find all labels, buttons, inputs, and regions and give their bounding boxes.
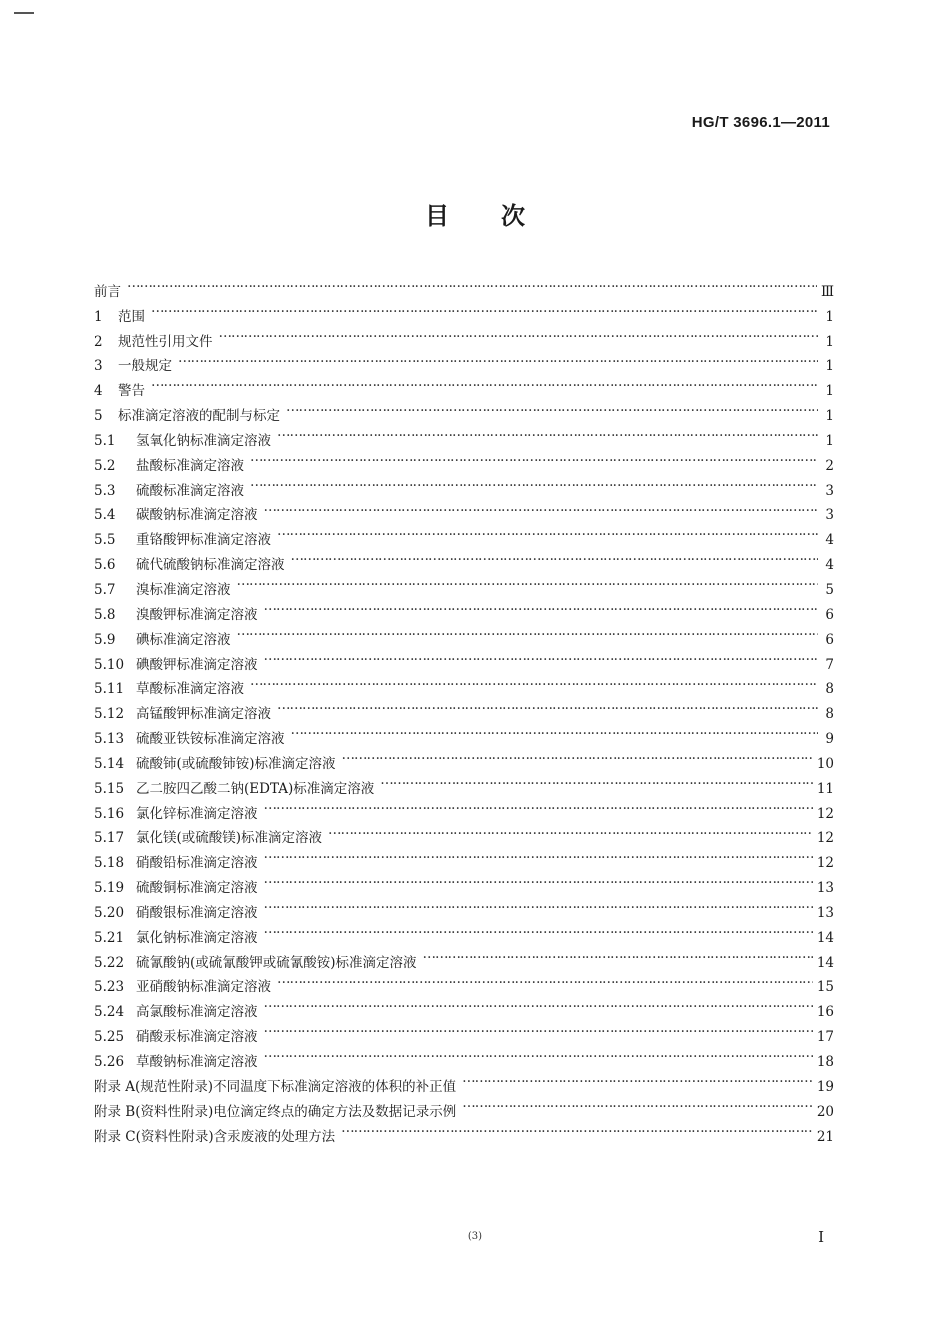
toc-entry-number: 5.26: [94, 1054, 125, 1070]
toc-entry-number: 3: [94, 358, 103, 375]
toc-entry-number: 5.15: [94, 780, 125, 797]
toc-leader-dots: [264, 594, 819, 619]
toc-entry-title: 一般规定: [118, 358, 172, 375]
toc-entry-title: 盐酸标准滴定溶液: [136, 457, 244, 474]
toc-leader-dots: [264, 917, 813, 942]
toc-entry-number: 5.10: [94, 656, 125, 673]
toc-entry: [94, 395, 834, 425]
toc-entry-number: 2: [94, 333, 103, 350]
toc-entry-number: 5.12: [94, 706, 125, 723]
toc-leader-dots: [237, 619, 819, 644]
toc-entry-title: 乙二胺四乙酸二钠(EDTA)标准滴定溶液: [136, 780, 375, 797]
toc-entry-title: 亚硝酸钠标准滴定溶液: [136, 979, 271, 996]
toc-entry-number: 1: [94, 308, 103, 325]
toc-entry-page: 12: [816, 855, 834, 872]
toc-entry-title: 附录 B(资料性附录)电位滴定终点的确定方法及数据记录示例: [94, 1103, 457, 1120]
toc-entry-number: 5.24: [94, 1004, 125, 1021]
toc-leader-dots: [264, 644, 819, 669]
toc-entry-page: 6: [825, 606, 834, 623]
toc-entry-page: 4: [825, 557, 834, 574]
toc-entry-page: 8: [825, 706, 834, 723]
toc-entry-page: 21: [816, 1128, 834, 1145]
corner-mark: [14, 12, 34, 14]
toc-entry-title: 硫酸铜标准滴定溶液: [136, 880, 258, 897]
toc-entry-page: 11: [816, 780, 834, 797]
toc-entry-number: 4: [94, 383, 103, 400]
toc-leader-dots: [250, 470, 818, 495]
page-title: [0, 196, 950, 231]
toc-entry-title: 硫酸铈(或硫酸铈铵)标准滴定溶液: [136, 755, 336, 772]
toc-leader-dots: [264, 892, 813, 917]
toc-entry-page: 14: [816, 929, 834, 946]
table-of-contents: [94, 271, 834, 1145]
toc-entry-title: 溴酸钾标准滴定溶液: [136, 606, 258, 623]
toc-entry-title: 前言: [94, 283, 121, 300]
toc-entry-number: 5.18: [94, 855, 125, 872]
toc-entry-number: 5.23: [94, 979, 125, 996]
toc-entry-number: 5.20: [94, 904, 125, 921]
toc-entry-number: 5.17: [94, 830, 125, 847]
toc-entry-title: 附录 C(资料性附录)含汞废液的处理方法: [94, 1128, 336, 1145]
toc-entry-page: 18: [816, 1054, 834, 1070]
toc-leader-dots: [264, 991, 813, 1016]
toc-leader-dots: [127, 271, 817, 296]
toc-entry-page: 13: [816, 904, 834, 921]
toc-entry-page: 3: [825, 507, 834, 524]
toc-entry-page: 20: [816, 1103, 834, 1120]
toc-entry: [94, 321, 834, 350]
toc-entry-page: 8: [825, 681, 834, 698]
toc-entry-page: 1: [825, 432, 834, 449]
toc-leader-dots: [250, 445, 818, 470]
toc-leader-dots: [341, 1116, 813, 1141]
toc-entry-page: 7: [825, 656, 834, 673]
toc-entry-number: 5.2: [94, 457, 116, 474]
toc-entry-title: 氯化镁(或硫酸镁)标准滴定溶液: [136, 830, 323, 847]
toc-entry-page: 1: [825, 408, 834, 425]
toc-leader-dots: [237, 569, 819, 594]
toc-leader-dots: [264, 867, 813, 892]
toc-entry-title: 草酸钠标准滴定溶液: [136, 1054, 258, 1070]
toc-entry-title: 碳酸钠标准滴定溶液: [136, 507, 258, 524]
toc-entry-page: 1: [825, 358, 834, 375]
standard-number: HG/T 3696.1—2011: [691, 114, 830, 131]
toc-leader-dots: [264, 495, 819, 520]
toc-entry-page: 1: [825, 308, 834, 325]
toc-leader-dots: [328, 818, 813, 843]
toc-leader-dots: [178, 346, 818, 371]
toc-leader-dots: [264, 842, 813, 867]
toc-entry-number: 5.13: [94, 731, 125, 748]
toc-entry-page: 4: [825, 532, 834, 549]
toc-entry-title: 高氯酸标准滴定溶液: [136, 1004, 258, 1021]
toc-entry-title: 标准滴定溶液的配制与标定: [118, 408, 280, 425]
sheet-number: (3): [467, 1231, 483, 1242]
title-char-1: 目: [425, 202, 449, 230]
toc-entry-title: 重铬酸钾标准滴定溶液: [136, 532, 271, 549]
toc-entry-number: 5.19: [94, 880, 125, 897]
toc-entry-page: 1: [825, 333, 834, 350]
toc-entry-page: 6: [825, 631, 834, 648]
toc-entry-title: 附录 A(规范性附录)不同温度下标准滴定溶液的体积的补正值: [94, 1078, 457, 1095]
toc-leader-dots: [277, 519, 818, 544]
toc-entry-title: 草酸标准滴定溶液: [136, 681, 244, 698]
toc-entry-title: 硝酸银标准滴定溶液: [136, 904, 258, 921]
toc-entry-title: 硝酸汞标准滴定溶液: [136, 1029, 258, 1046]
toc-entry-number: 5.3: [94, 482, 116, 499]
toc-entry-page: 12: [816, 830, 834, 847]
toc-entry-number: 5.6: [94, 557, 116, 574]
toc-leader-dots: [264, 1016, 813, 1041]
toc-leader-dots: [277, 967, 813, 992]
toc-entry-title: 硫酸亚铁铵标准滴定溶液: [136, 731, 285, 748]
toc-entry-page: 13: [816, 880, 834, 897]
toc-entry-number: 5.9: [94, 631, 116, 648]
toc-leader-dots: [423, 942, 813, 967]
toc-leader-dots: [264, 1041, 813, 1066]
page-number: I: [818, 1228, 824, 1246]
toc-entry-number: 5.21: [94, 929, 125, 946]
toc-leader-dots: [291, 718, 819, 743]
toc-entry-number: 5.16: [94, 805, 125, 822]
toc-entry-number: 5.11: [94, 681, 125, 698]
toc-entry-number: 5.8: [94, 606, 116, 623]
toc-entry-title: 警告: [118, 383, 145, 400]
toc-leader-dots: [219, 321, 819, 346]
toc-entry: [94, 296, 834, 325]
toc-entry-number: 5.22: [94, 954, 125, 971]
toc-entry-page: 12: [816, 805, 834, 822]
toc-entry-page: 3: [825, 482, 834, 499]
toc-entry-page: 9: [825, 731, 834, 748]
toc-leader-dots: [462, 1091, 813, 1116]
toc-entry-title: 溴标准滴定溶液: [136, 581, 231, 598]
toc-leader-dots: [277, 693, 818, 718]
toc-leader-dots: [151, 370, 818, 395]
toc-entry-title: 氢氧化钠标准滴定溶液: [136, 432, 271, 449]
toc-entry-number: 5.5: [94, 532, 116, 549]
toc-entry-page: 14: [816, 954, 834, 971]
toc-entry-number: 5.7: [94, 581, 116, 598]
toc-entry-title: 范围: [118, 308, 145, 325]
toc-entry-title: 碘酸钾标准滴定溶液: [136, 656, 258, 673]
toc-entry-title: 碘标准滴定溶液: [136, 631, 231, 648]
title-char-2: 次: [501, 202, 525, 230]
toc-leader-dots: [151, 296, 818, 321]
toc-entry-title: 规范性引用文件: [118, 333, 213, 350]
toc-leader-dots: [342, 743, 813, 768]
toc-leader-dots: [462, 1066, 813, 1091]
toc-entry-number: 5.14: [94, 755, 125, 772]
toc-leader-dots: [277, 420, 818, 445]
toc-entry-number: 5.1: [94, 432, 116, 449]
toc-leader-dots: [291, 544, 819, 569]
toc-entry-title: 硫酸标准滴定溶液: [136, 482, 244, 499]
toc-entry: [94, 271, 834, 300]
toc-entry-title: 氯化锌标准滴定溶液: [136, 805, 258, 822]
toc-entry-title: 高锰酸钾标准滴定溶液: [136, 706, 271, 723]
toc-entry-page: 1: [825, 383, 834, 400]
toc-entry-page: 16: [816, 1004, 834, 1021]
toc-entry-page: 19: [816, 1078, 834, 1095]
toc-leader-dots: [286, 395, 818, 420]
toc-entry-page: 17: [816, 1029, 834, 1046]
toc-entry-number: 5: [94, 408, 103, 425]
toc-leader-dots: [264, 793, 813, 818]
toc-entry-title: 氯化钠标准滴定溶液: [136, 929, 258, 946]
toc-entry-page: 2: [825, 457, 834, 474]
toc-entry-page: 5: [825, 581, 834, 598]
toc-entry: [94, 346, 834, 375]
toc-entry-number: 5.25: [94, 1029, 125, 1046]
toc-entry-title: 硝酸铅标准滴定溶液: [136, 855, 258, 872]
toc-leader-dots: [380, 768, 813, 793]
toc-entry-number: 5.4: [94, 507, 116, 524]
toc-entry-title: 硫代硫酸钠标准滴定溶液: [136, 557, 285, 574]
toc-entry-page: 15: [816, 979, 834, 996]
toc-entry-title: 硫氰酸钠(或硫氰酸钾或硫氰酸铵)标准滴定溶液: [136, 954, 417, 971]
toc-entry-page: 10: [816, 755, 834, 772]
toc-entry-page: Ⅲ: [820, 283, 834, 300]
toc-entry: [94, 370, 834, 400]
toc-leader-dots: [250, 669, 818, 694]
